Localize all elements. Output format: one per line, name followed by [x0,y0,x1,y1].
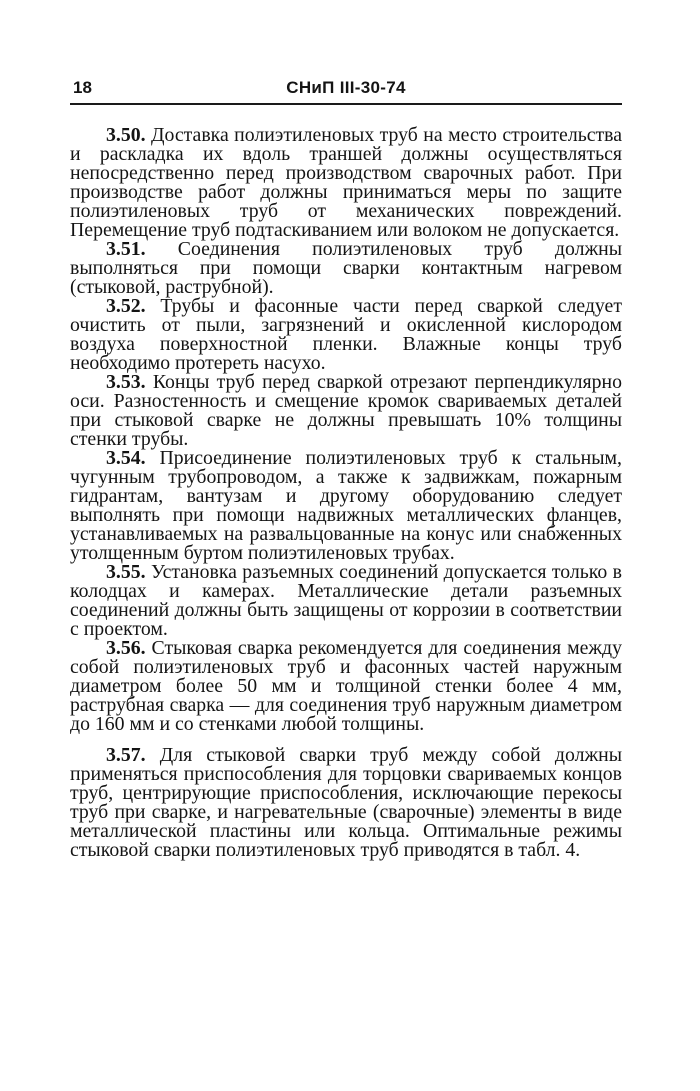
paragraph-text: Доставка полиэтиленовых труб на место строительства и раскладка их вдоль траншей должны осуществляться непосредственно перед производством сварочных работ. При производстве работ должны приниматься меры по защите полиэтиленовых труб от механических повреждений. Перемещение труб подтаскиванием или волоком не допускается. [70,124,622,241]
page-number: 18 [73,78,92,97]
paragraph-number: 3.54. [106,447,146,469]
paragraph-3-55 [70,563,622,639]
paragraph-text: Присоединение полиэтиленовых труб к стальным, чугунным трубопроводом, а также к задвижкам, пожарным гидрантам, вантузам и другому оборудованию следует выполнять при помощи надвижных металлических фланцев, устанавливаемых на развальцованные на конус или снабженных утолщенным буртом полиэтиленовых трубах. [70,447,622,564]
paragraph-text: Для стыковой сварки труб между собой должны применяться приспособления для торцовки свариваемых концов труб, центрирующие приспособления, исключающие перекосы труб при сварке, и нагревательные (сварочные) элементы в виде металлической пластины или кольца. Оптимальные режимы стыковой сварки полиэтиленовых труб приводятся в табл. 4. [70,744,622,861]
paragraph-text: Трубы и фасонные части перед сваркой следует очистить от пыли, загрязнений и окисленной кислородом воздуха поверхностной пленки. Влажные концы труб необходимо протереть насухо. [70,295,622,374]
paragraph-text: Установка разъемных соединений допускается только в колодцах и камерах. Металлические детали разъемных соединений должны быть защищены от коррозии в соответствии с проектом. [70,561,622,640]
paragraph-3-51 [70,240,622,297]
paragraph-number: 3.53. [106,371,146,393]
paragraph-text: Соединения полиэтиленовых труб должны выполняться при помощи сварки контактным нагревом (стыковой, раструбной). [70,238,622,298]
paragraph-number: 3.57. [106,744,146,766]
paragraph-number: 3.56. [106,637,146,659]
paragraph-3-52 [70,297,622,373]
paragraph-text: Концы труб перед сваркой отрезают перпендикулярно оси. Разностенность и смещение кромок свариваемых деталей при стыковой сварке не должны превышать 10% толщины стенки трубы. [70,371,622,450]
paragraph-3-57 [70,746,622,860]
paragraph-3-56 [70,639,622,734]
header-rule [70,103,622,105]
paragraph-text: Стыковая сварка рекомендуется для соединения между собой полиэтиленовых труб и фасонных частей наружным диаметром более 50 мм и толщиной стенки более 4 мм, раструбная сварка — для соединения труб наружным диаметром до 160 мм и со стенками любой толщины. [70,637,622,735]
paragraph-3-50 [70,126,622,240]
running-title: СНиП III-30-74 [286,78,406,97]
page-header [70,78,622,104]
paragraph-number: 3.50. [106,124,146,146]
paragraph-3-53 [70,373,622,449]
paragraph-3-54 [70,449,622,563]
paragraph-number: 3.55. [106,561,146,583]
paragraph-number: 3.51. [106,238,146,260]
body-text [70,126,622,860]
paragraph-number: 3.52. [106,295,146,317]
